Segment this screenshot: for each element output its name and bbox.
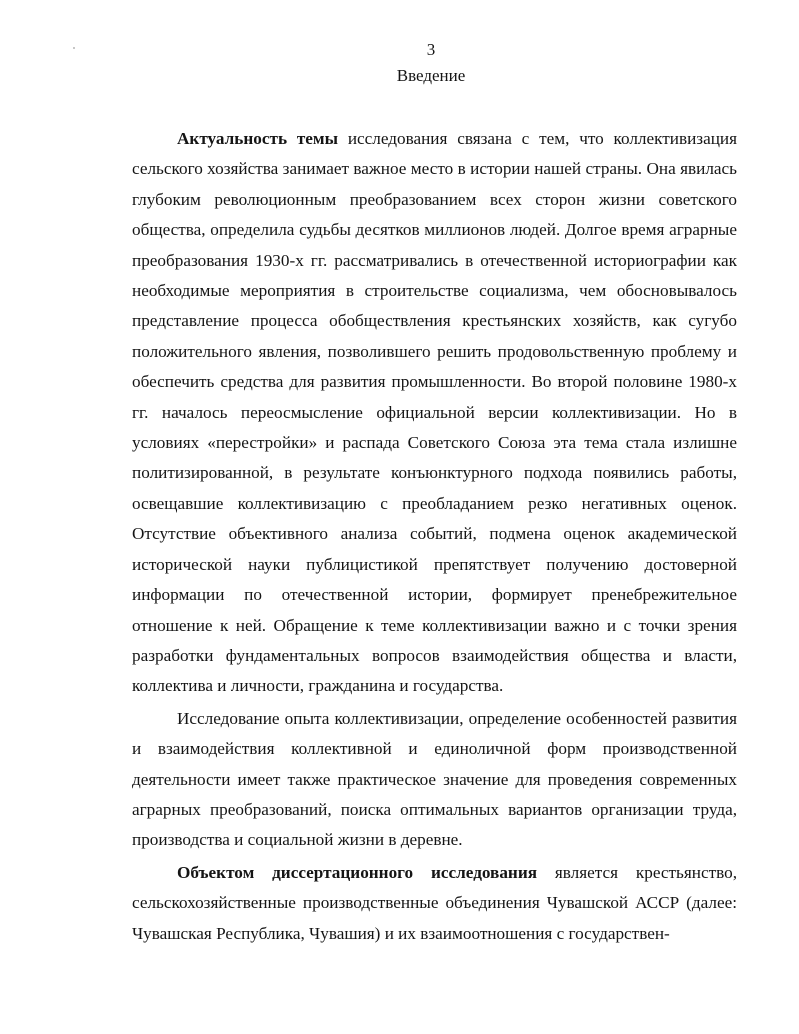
- section-heading: Введение: [396, 66, 466, 85]
- body-text: [132, 124, 737, 949]
- paragraph-object-text: является крестьянство, сельскохозяйственные производственные объединения Чувашской АССР (далее: Чувашская Республика, Чувашия) и их взаимоотношения с государствен-: [132, 862, 737, 943]
- term-object: Объектом диссертационного исследования: [177, 862, 538, 882]
- paragraph-object: [132, 858, 737, 949]
- paragraph-practical-value-text: Исследование опыта коллективизации, определение особенностей развития и взаимодействия коллективной и единоличной форм производственной деятельности имеет также практическое значение для проведения современных аграрных преобразований, поиска оптимальных вариантов организации труда, производства и социальной жизни в деревне.: [132, 708, 737, 850]
- paragraph-relevance: [132, 124, 737, 702]
- paragraph-relevance-text: исследования связана с тем, что коллективизация сельского хозяйства занимает важное место в истории нашей страны. Она явилась глубоким революционным преобразованием всех сторон жизни советского общества, определила судьбы десятков миллионов людей. Долгое время аграрные преобразования 1930-х гг. рассматривались в отечественной историографии как необходимые мероприятия в строительстве социализма, чем обосновывалось представление процесса обобществления крестьянских хозяйств, как сугубо положительного явления, позволившего решить продовольственную проблему и обеспечить средства для развития промышленности. Во второй половине 1980-х гг. началось переосмысление официальной версии коллективизации. Но в условиях «перестройки» и распада Советского Союза эта тема стала излишне политизированной, в результате конъюнктурного подхода появились работы, освещавшие коллективизацию с преобладанием резко негативных оценок. Отсутствие объективного анализа событий, подмена оценок академической исторической науки публицистикой препятствует получению достоверной информации по отечественной истории, формирует пренебрежительное отношение к ней. Обращение к теме коллективизации важно и с точки зрения разработки фундаментальных вопросов взаимодействия общества и власти, коллектива и личности, гражданина и государства.: [132, 129, 738, 696]
- page-number: 3: [426, 40, 436, 59]
- term-relevance: Актуальность темы: [177, 129, 339, 148]
- paragraph-practical-value: [132, 704, 737, 856]
